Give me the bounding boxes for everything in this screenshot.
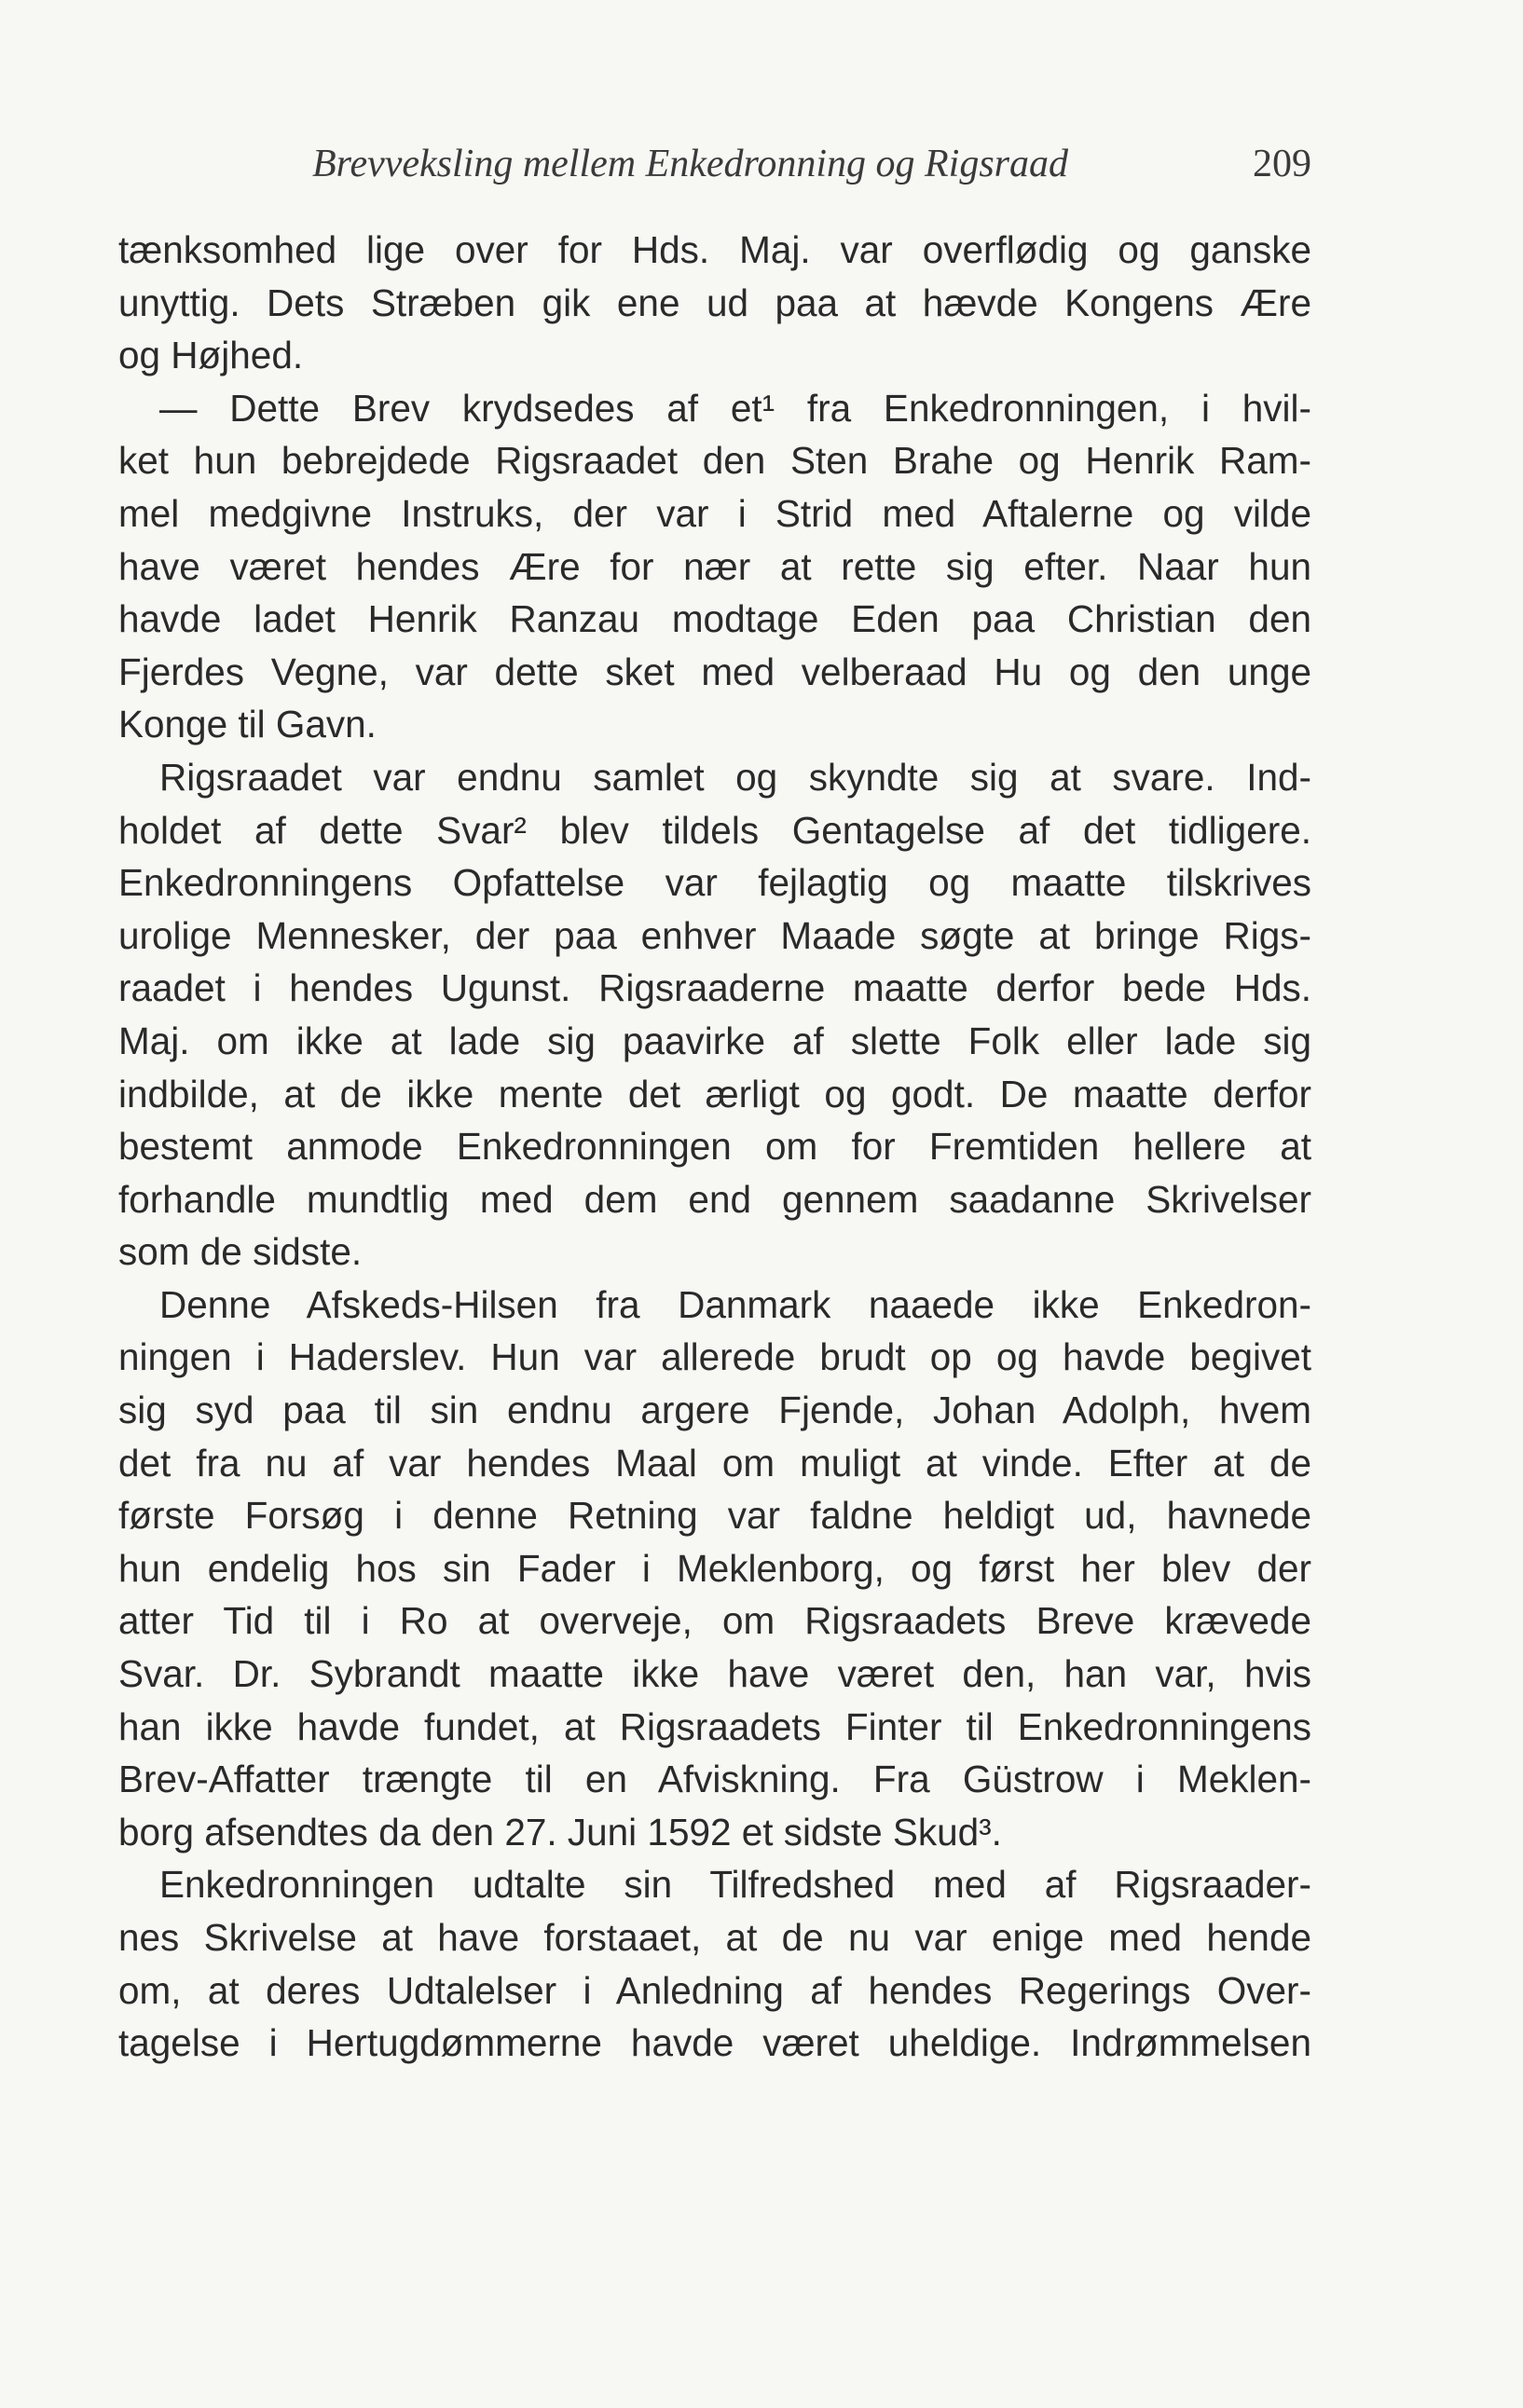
text-line: urolige Mennesker, der paa enhver Maade søgte at bringe Rigs- — [118, 913, 1311, 957]
text-line: han ikke havde fundet, at Rigsraadets Finter til Enkedronningens — [118, 1704, 1311, 1748]
running-title: Brevveksling mellem Enkedronning og Rigsraad — [312, 143, 1069, 185]
text-line: Brev-Affatter trængte til en Afviskning. Fra Güstrow i Meklen- — [118, 1758, 1311, 1801]
text-line: Enkedronningens Opfattelse var fejlagtig og maatte tilskrives — [118, 861, 1311, 905]
text-line: havde ladet Henrik Ranzau modtage Eden paa Christian den — [118, 597, 1311, 641]
text-line: sig syd paa til sin endnu argere Fjende, Johan Adolph, hvem — [118, 1389, 1311, 1432]
text-line: hun endelig hos sin Fader i Meklenborg, og først her blev der — [118, 1546, 1311, 1590]
text-line: Denne Afskeds-Hilsen fra Danmark naaede ikke Enkedron- — [159, 1282, 1311, 1326]
text-line: forhandle mundtlig med dem end gennem saadanne Skrivelser — [118, 1177, 1311, 1221]
text-line: nes Skrivelse at have forstaaet, at de nu var enige med hende — [118, 1916, 1311, 1959]
text-line: Fjerdes Vegne, var dette sket med velberaad Hu og den unge — [118, 650, 1311, 693]
text-line: mel medgivne Instruks, der var i Strid med Aftalerne og vilde — [118, 491, 1311, 535]
page-number: 209 — [1253, 143, 1311, 185]
text-line: det fra nu af var hendes Maal om muligt at vinde. Efter at de — [118, 1441, 1311, 1484]
text-line: indbilde, at de ikke mente det ærligt og godt. De maatte derfor — [118, 1072, 1311, 1115]
text-line: tagelse i Hertugdømmerne havde været uheldige. Indrømmelsen — [118, 2021, 1311, 2065]
text-line: Maj. om ikke at lade sig paavirke af slette Folk eller lade sig — [118, 1019, 1311, 1062]
running-head — [118, 142, 1311, 198]
text-line: om, at deres Udtalelser i Anledning af hendes Regerings Over- — [118, 1968, 1311, 2012]
text-line: Enkedronningen udtalte sin Tilfredshed med af Rigsraader- — [159, 1863, 1311, 1907]
text-line: atter Tid til i Ro at overveje, om Rigsraadets Breve krævede — [118, 1599, 1311, 1643]
text-line: ningen i Haderslev. Hun var allerede brudt op og havde begivet — [118, 1335, 1311, 1379]
text-line: som de sidste. — [118, 1230, 363, 1274]
text-line: raadet i hendes Ugunst. Rigsraaderne maatte derfor bede Hds. — [118, 966, 1311, 1010]
body-text — [118, 224, 1311, 2070]
text-line: og Højhed. — [118, 334, 304, 377]
text-line: borg afsendtes da den 27. Juni 1592 et sidste Skud³. — [118, 1810, 1002, 1854]
text-line: unyttig. Dets Stræben gik ene ud paa at hævde Kongens Ære — [118, 280, 1311, 324]
text-line: Svar. Dr. Sybrandt maatte ikke have været den, han var, hvis — [118, 1652, 1311, 1696]
text-line: holdet af dette Svar² blev tildels Gentagelse af det tidligere. — [118, 808, 1311, 852]
text-line: have været hendes Ære for nær at rette sig efter. Naar hun — [118, 544, 1311, 588]
text-line: Konge til Gavn. — [118, 703, 377, 746]
text-line: første Forsøg i denne Retning var faldne heldigt ud, havnede — [118, 1494, 1311, 1538]
text-line: bestemt anmode Enkedronningen om for Fremtiden hellere at — [118, 1125, 1311, 1169]
text-line: tænksomhed lige over for Hds. Maj. var overflødig og ganske — [118, 228, 1311, 271]
text-line: — Dette Brev krydsedes af et¹ fra Enkedronningen, i hvil- — [159, 386, 1311, 430]
text-line: Rigsraadet var endnu samlet og skyndte sig at svare. Ind- — [159, 755, 1311, 799]
text-line: ket hun bebrejdede Rigsraadet den Sten Brahe og Henrik Ram- — [118, 439, 1311, 483]
